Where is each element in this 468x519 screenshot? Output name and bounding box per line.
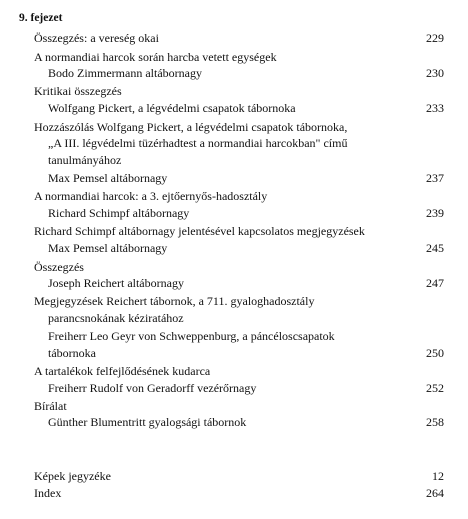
toc-entry-title: A normandiai harcok során harcba vetett egységek	[34, 50, 277, 64]
toc-entry-page: 258	[426, 415, 444, 429]
toc-entry-page: 230	[426, 66, 444, 80]
toc-entry-page: 250	[426, 346, 444, 360]
toc-entry-title: Max Pemsel altábornagy	[48, 241, 168, 255]
toc-entry-title: Összegzés	[34, 260, 84, 274]
toc-entry	[0, 150, 468, 170]
toc-entry-title: A normandiai harcok: a 3. ejtőernyős-hadosztály	[34, 189, 268, 203]
backmatter-title: Index	[34, 486, 62, 500]
toc-entry	[0, 273, 468, 293]
toc-entry-title: Kritikai összegzés	[34, 84, 122, 98]
toc-entry	[0, 412, 468, 432]
toc-entry-title: parancsnokának kéziratához	[48, 311, 184, 325]
toc-entry-title: tábornoka	[48, 346, 96, 360]
toc-entry-title: Richard Schimpf altábornagy	[48, 206, 190, 220]
toc-entry-page: 239	[426, 206, 444, 220]
toc-entry-title: Freiherr Rudolf von Geradorff vezérőrnagy	[48, 381, 257, 395]
toc-entry-title: Richard Schimpf altábornagy jelentésével kapcsolatos megjegyzések	[34, 224, 365, 238]
toc-entry	[0, 308, 468, 328]
chapter-heading	[0, 8, 468, 28]
toc-entry-page: 247	[426, 276, 444, 290]
toc-entry	[0, 28, 468, 48]
toc-entry-title: tanulmányához	[48, 153, 122, 167]
toc-entry	[0, 238, 468, 258]
toc-entry-title: A tartalékok felfejlődésének kudarca	[34, 364, 211, 378]
toc-entry-page: 229	[426, 31, 444, 45]
toc-entry	[0, 378, 468, 398]
toc-entry-page: 237	[426, 171, 444, 185]
toc-entry	[0, 168, 468, 188]
toc-entry-title: Max Pemsel altábornagy	[48, 171, 168, 185]
toc-entry-title: Összegzés: a vereség okai	[34, 31, 159, 45]
toc-entry-title: Megjegyzések Reichert tábornok, a 711. gyaloghadosztály	[34, 294, 315, 308]
backmatter-title: Képek jegyzéke	[34, 469, 111, 483]
toc-entry-title: Freiherr Leo Geyr von Schweppenburg, a páncéloscsapatok	[48, 329, 335, 343]
backmatter-page: 12	[432, 469, 444, 483]
toc-entry-title: Wolfgang Pickert, a légvédelmi csapatok tábornoka	[48, 101, 296, 115]
toc-entry	[0, 98, 468, 118]
toc-entry	[0, 203, 468, 223]
toc-entry-page: 245	[426, 241, 444, 255]
toc-entry-title: Joseph Reichert altábornagy	[48, 276, 184, 290]
toc-entry-title: „A III. légvédelmi tüzérhadtest a normandiai harcokban" című	[48, 136, 348, 150]
toc-entry-title: Bodo Zimmermann altábornagy	[48, 66, 202, 80]
toc-entry-title: Günther Blumentritt gyalogsági tábornok	[48, 415, 247, 429]
toc-entry-page: 233	[426, 101, 444, 115]
toc-entry-title: Hozzászólás Wolfgang Pickert, a légvédelmi csapatok tábornoka,	[34, 120, 348, 134]
toc-entry	[0, 343, 468, 363]
chapter-label: 9. fejezet	[19, 12, 63, 24]
toc-entry	[0, 63, 468, 83]
toc-entry-title: Bírálat	[34, 399, 67, 413]
backmatter-entry	[0, 483, 468, 503]
toc-entry-page: 252	[426, 381, 444, 395]
backmatter-page: 264	[426, 486, 444, 500]
